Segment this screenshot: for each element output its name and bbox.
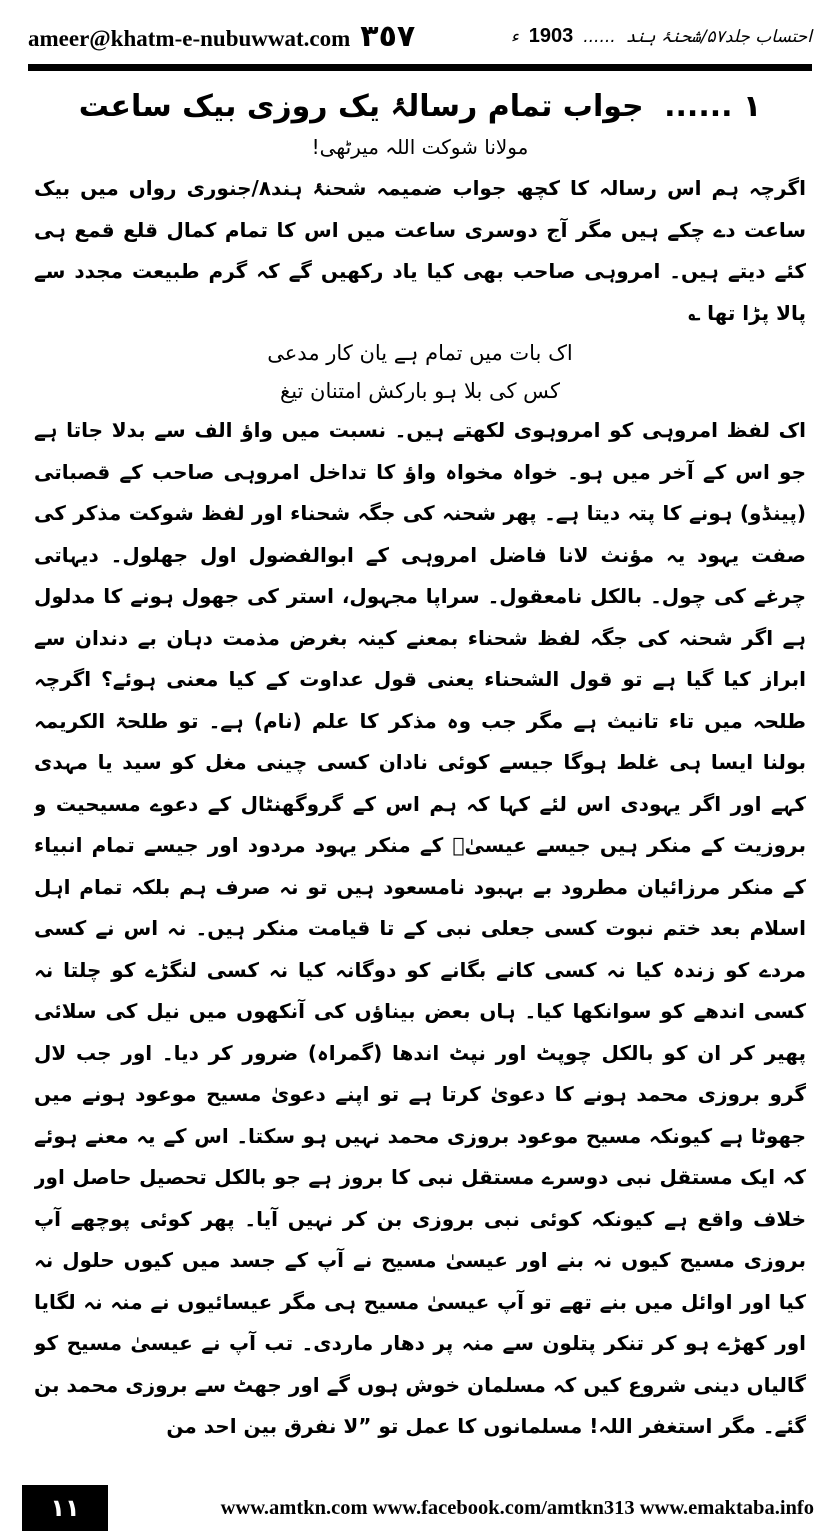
article-title-text: جواب تمام رسالۂ یک روزی بیک ساعت xyxy=(78,89,644,124)
footer-links[interactable]: www.amtkn.com www.facebook.com/amtkn313 www.emaktaba.info xyxy=(220,1496,814,1519)
header-page-number: ٣٥٧ xyxy=(360,18,416,54)
article-author: مولانا شوکت اللہ میرٹھی! xyxy=(311,135,529,159)
footer-page-number: ١١ xyxy=(22,1485,108,1531)
article-body xyxy=(34,84,806,1456)
article-title xyxy=(34,84,806,130)
paragraph-1: اگرچہ ہم اس رسالہ کا کچھ جواب ضمیمہ شحنۂ ہند۸/جنوری رواں میں بیک ساعت دے چکے ہیں مگر آج دوسری ساعت میں اس کا تمام کمال قلع قمع ہی کئے دیتے ہیں۔ امروہی صاحب بھی کیا یاد رکھیں گے کہ گرم طبیعت مجدد سے پالا پڑا تھا ؎ xyxy=(34,176,806,325)
running-title-year-suffix: ء xyxy=(510,26,519,47)
paragraph-2: اک لفظ امروہی کو امروہوی لکھتے ہیں۔ نسبت میں واؤ الف سے بدلا جاتا ہے جو اس کے آخر میں ہو۔ خواہ مخواہ واؤ کا تداخل امروہی صاحب کے قصباتی (پینڈو) ہونے کا پتہ دیتا ہے۔ پھر شحنہ کی جگہ شحناء اور لفظ شوکت مذکر کی صفت یہود یہ مؤنث لانا فاضل امروہی کے ابوالفضول اول جھلول۔ دیہاتی چرغے کی چول۔ بالکل نامعقول۔ سراپا مجہول، استر کی جھول ہونے کا مدلول ہے اگر شحنہ کی جگہ لفظ شحناء بمعنے کینہ بغرض مذمت دہان بے دندان سے ابراز کیا گیا ہے تو قول الشحناء یعنی قول عداوت کے کیا معنی ہوئے؟ اگرچہ طلحہ میں تاء تانیث ہے مگر جب وہ مذکر کا علم (نام) ہے۔ تو طلحۃ الکریمہ بولنا ایسا ہی غلط ہوگا جیسے کوئی نادان کسی چینی مغل کو سید یا مہدی کہے اور اگر یہودی اس لئے کہا کہ ہم اس کے گروگھنٹال کے دعوے مسیحیت و بروزیت کے منکر ہیں جیسے عیسیٰؑ کے منکر یہود مردود اور جیسے تمام انبیاء کے منکر مرزائیان مطرود بے بہبود نامسعود ہیں تو نہ صرف ہم بلکہ تمام اہل اسلام بعد ختم نبوت کسی جعلی نبی کے تا قیامت منکر ہیں۔ نہ اس نے کسی مردے کو زندہ کیا نہ کسی کانے بگانے کو دوگانہ کیا نہ کسی لنگڑے کو چلتا نہ کسی اندھے کو سوانکھا کیا۔ ہاں بعض بیناؤں کی آنکھوں میں نیل کی سلائی پھیر کر ان کو بالکل چوپٹ اور نپٹ اندھا (گمراہ) ضرور کر دیا۔ اور جب لال گرو بروزی محمد ہونے کا دعویٰ کرتا ہے تو اپنے دعویٰ مسیح موعود ہونے میں جھوٹا ہے کیونکہ مسیح موعود بروزی محمد نہیں ہو سکتا۔ اس کے یہ معنے ہوئے کہ ایک مستقل نبی دوسرے مستقل نبی کا بروز ہے جو بالکل تحصیل حاصل اور خلاف واقع ہے کیونکہ کوئی نبی بروزی بن کر نہیں آیا۔ پھر کوئی پوچھے آپ بروزی مسیح کیوں نہ بنے اور عیسیٰ مسیح نے آپ کے جسد میں کیوں حلول نہ کیا اور اوائل میں بنے تھے تو آپ عیسیٰ مسیح ہی مگر عیسائیوں نے منہ نہ لگایا اور کھڑے ہو کر تنکر پتلون سے منہ پر دھار ماردی۔ تب آپ نے عیسیٰ مسیح کو گالیاں دینی شروع کیں کہ مسلمان خوش ہوں گے اور جھٹ سے بروزی محمد بن گئے۔ مگر استغفر اللہ! مسلمانوں کا عمل تو ”لا نفرق بین احد من xyxy=(34,418,806,1438)
page-footer xyxy=(22,1484,818,1532)
verse-line-1: اک بات میں تمام ہے یان کار مدعی xyxy=(267,341,573,365)
header-email[interactable]: ameer@khatm-e-nubuwwat.com xyxy=(28,25,351,51)
running-title-dots: ...... xyxy=(583,26,616,47)
verse-line-2: کس کی بلا ہو بارکش امتنان تیغ xyxy=(280,379,560,403)
article-number: ١ ...... xyxy=(664,89,762,124)
running-title-text: احتساب جلد۵۷/شحنۂ ہند xyxy=(625,26,812,47)
running-title-year: 1903 xyxy=(528,24,574,47)
header-left xyxy=(28,19,415,54)
header-running-title xyxy=(511,25,812,48)
page-header xyxy=(28,14,812,58)
header-rule xyxy=(28,64,812,71)
